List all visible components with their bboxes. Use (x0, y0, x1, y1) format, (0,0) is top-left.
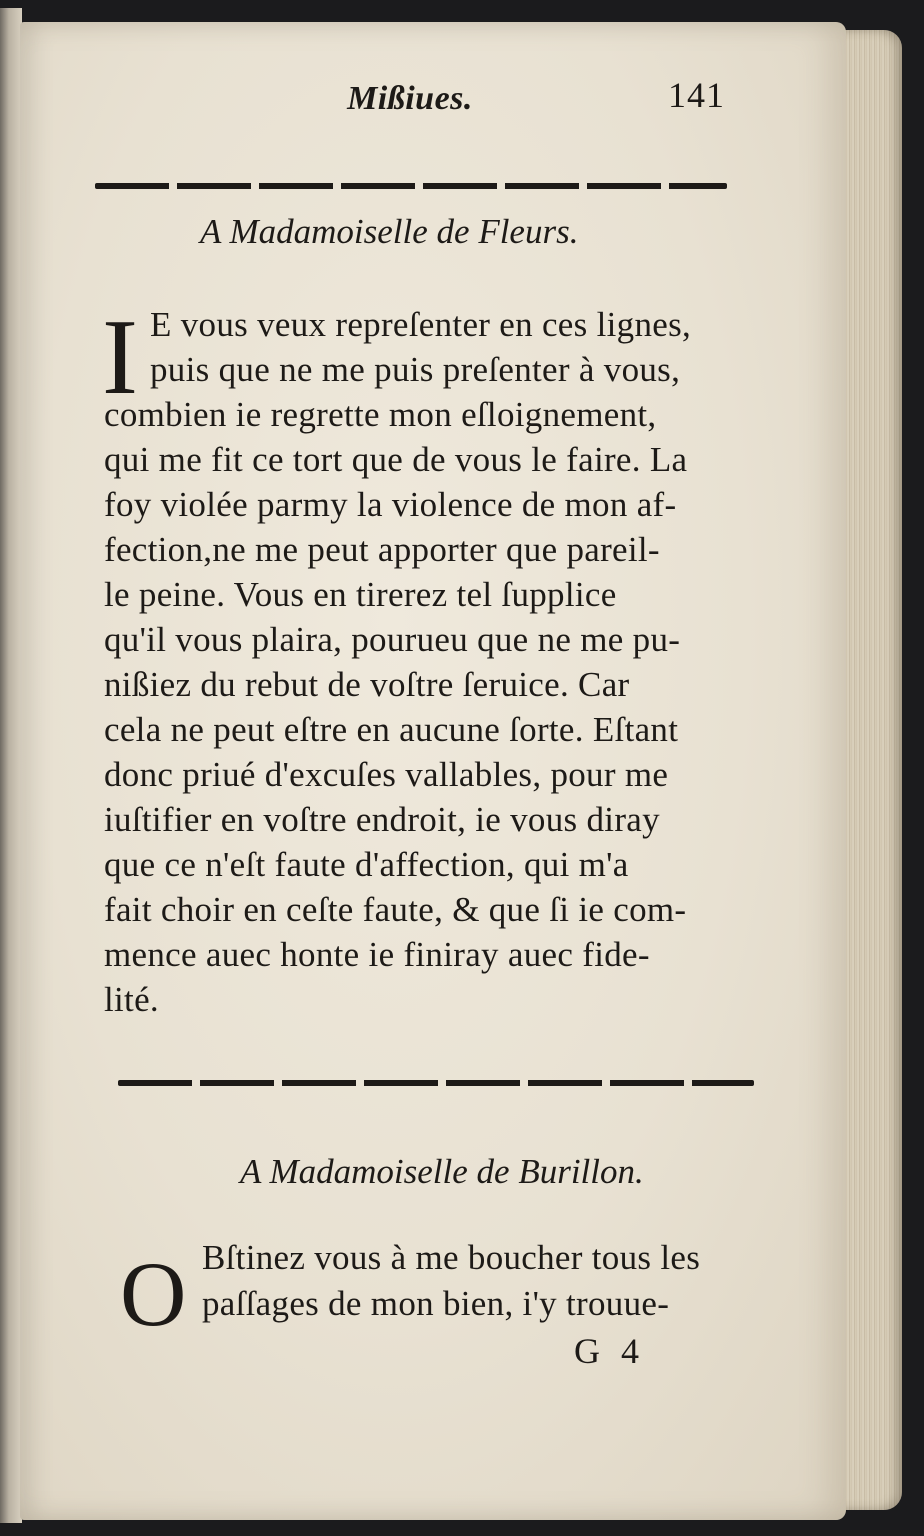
drop-cap-o: O (120, 1243, 187, 1345)
text-line: lité. (104, 980, 159, 1019)
letter-heading-burillon: A Madamoiselle de Burillon. (240, 1152, 644, 1191)
text-line: que ce n'eſt faute d'affection, qui m'a (104, 845, 629, 884)
text-line: nißiez du rebut de voſtre ſeruice. Car (104, 665, 630, 704)
text-line: iuſtifier en voſtre endroit, ie vous diray (104, 800, 660, 839)
drop-cap-i: I (102, 298, 138, 417)
text-line: fection,ne me peut apporter que pareil- (104, 530, 660, 569)
text-line: E vous veux repreſenter en ces lignes, (150, 305, 692, 344)
text-line: donc priué d'excuſes vallables, pour me (104, 755, 669, 794)
text-line: mence auec honte ie finiray auec fide- (104, 935, 650, 974)
page-stack-edge (840, 30, 902, 1510)
running-title: Mißiues. (347, 80, 473, 117)
text-line: fait choir en ceſte faute, & que ſi ie com- (104, 890, 687, 929)
text-line: foy violée parmy la violence de mon af- (104, 485, 677, 524)
text-line: qui me fit ce tort que de vous le faire. La (104, 440, 688, 479)
text-line: le peine. Vous en tirerez tel ſupplice (104, 575, 617, 614)
text-line: qu'il vous plaira, pourueu que ne me pu- (104, 620, 681, 659)
text-line: Bſtinez vous à me boucher tous les (202, 1238, 701, 1277)
text-line: combien ie regrette mon eſloignement, (104, 395, 657, 434)
letter-heading-fleurs: A Madamoiselle de Fleurs. (200, 212, 579, 251)
signature-mark: G 4 (574, 1331, 645, 1371)
text-line: paſſages de mon bien, i'y trouue- (202, 1284, 670, 1323)
page-number: 141 (668, 75, 725, 115)
left-page-edge (0, 8, 22, 1523)
ornamental-rule-top (95, 183, 727, 189)
ornamental-rule-middle (118, 1080, 754, 1086)
text-line: puis que ne me puis preſenter à vous, (150, 350, 681, 389)
text-line: cela ne peut eſtre en aucune ſorte. Eſtant (104, 710, 679, 749)
